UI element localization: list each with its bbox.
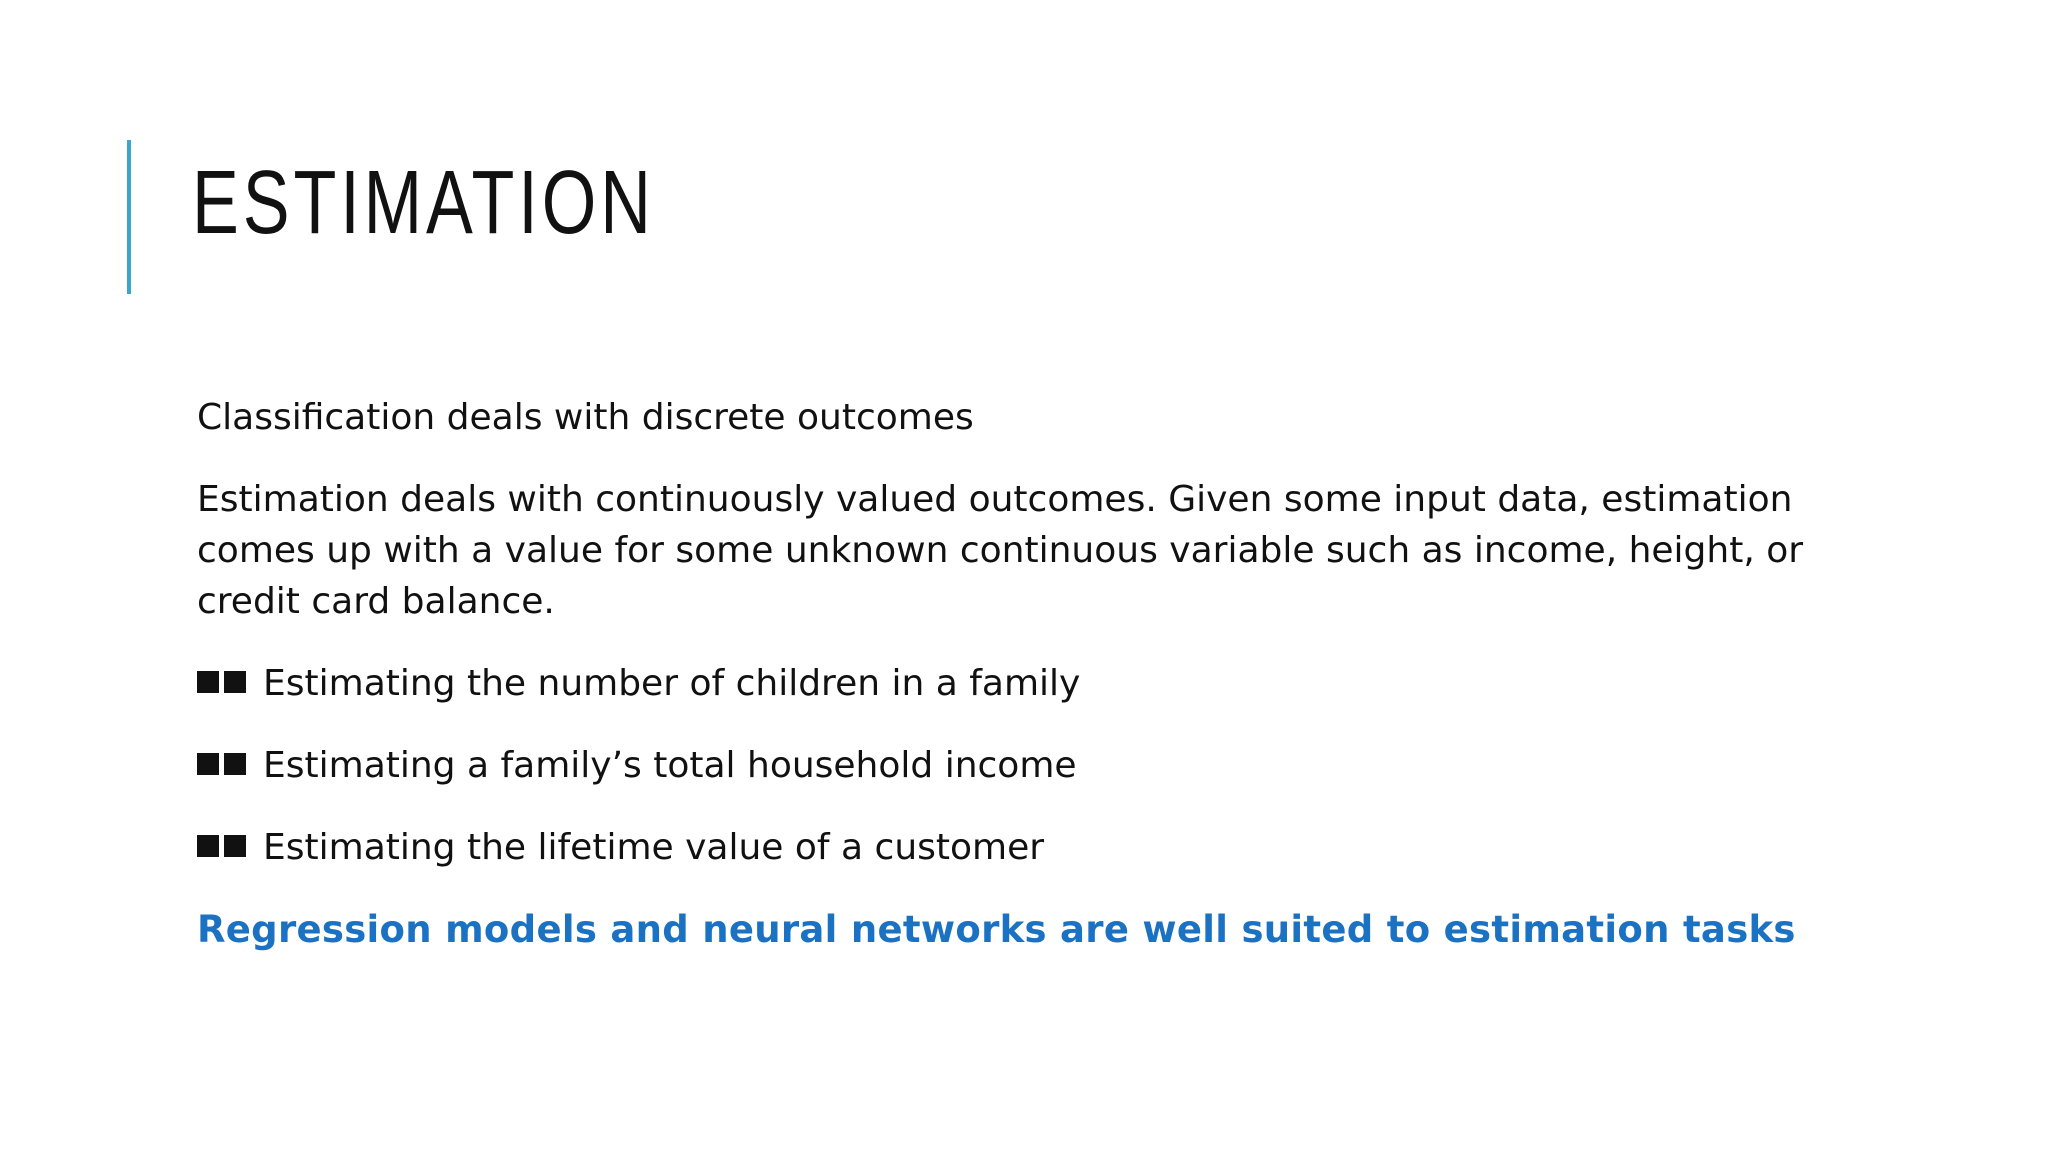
bullet-text: Estimating a family’s total household income [263,745,1077,786]
title-accent-bar [127,140,131,294]
list-item [197,658,1837,709]
bullet-text: Estimating the lifetime value of a customer [263,827,1045,868]
paragraph-estimation: Estimation deals with continuously valued outcomes. Given some input data, estimation comes up with a value for some unknown continuous variable such as income, height, or credit card balance. [197,479,1804,622]
slide-body [197,392,1837,955]
paragraph-classification: Classification deals with discrete outcomes [197,397,974,438]
bullet-text: Estimating the number of children in a family [263,663,1081,704]
slide-title: ESTIMATION [192,153,655,253]
list-item [197,822,1837,873]
conclusion-text: Regression models and neural networks are well suited to estimation tasks [197,908,1796,951]
square-bullet-icon [197,658,251,709]
square-bullet-icon [197,822,251,873]
list-item [197,740,1837,791]
square-bullet-icon [197,740,251,791]
